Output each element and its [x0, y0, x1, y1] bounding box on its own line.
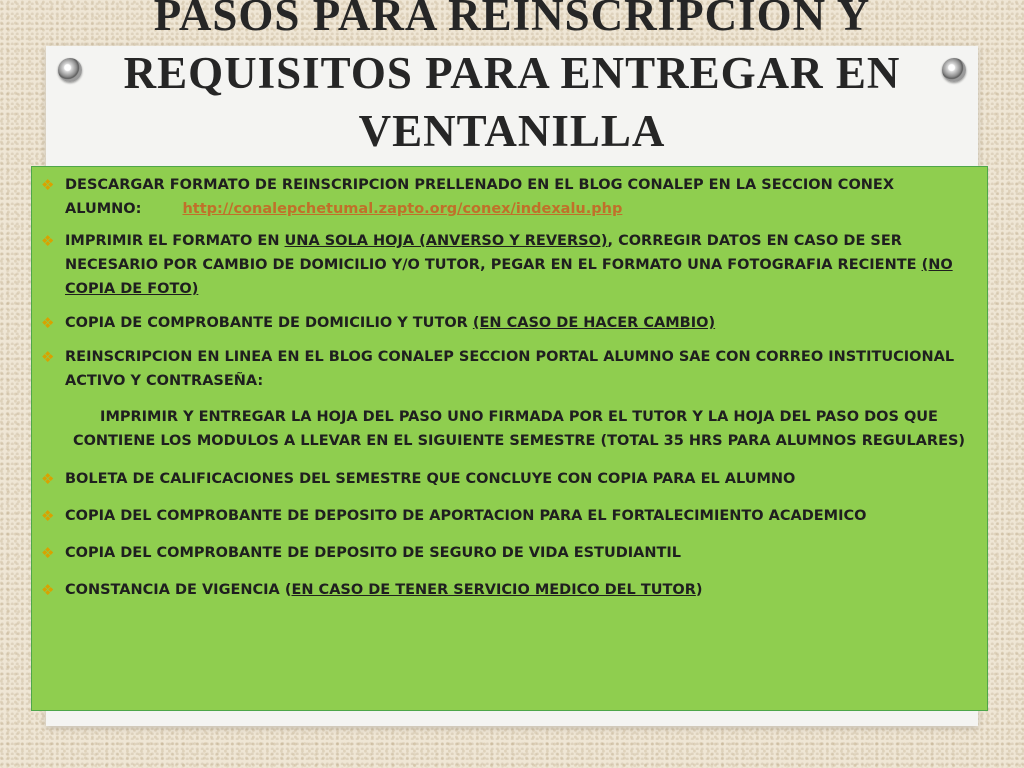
list-item: [38, 173, 973, 221]
item-text: CONSTANCIA DE VIGENCIA (: [65, 582, 292, 598]
list-item: [38, 578, 973, 602]
list-item: [38, 504, 973, 528]
conex-link[interactable]: http://conalepchetumal.zapto.org/conex/indexalu.php: [182, 201, 623, 217]
list-item: [38, 345, 973, 393]
item-text: DESCARGAR FORMATO DE REINSCRIPCION PRELLENADO EN EL BLOG CONALEP EN LA SECCION CONEX ALUMNO:: [65, 177, 894, 217]
item-text: COPIA DEL COMPROBANTE DE DEPOSITO DE APORTACION PARA EL FORTALECIMIENTO ACADEMICO: [65, 508, 867, 524]
item-text: COPIA DE COMPROBANTE DE DOMICILIO Y TUTOR: [65, 315, 473, 331]
bullet-icon: ❖: [41, 544, 55, 562]
item-text: , CORREGIR DATOS EN CASO DE SER NECESARIO POR CAMBIO DE DOMICILIO Y/O TUTOR, PEGAR EN EL FORMATO UNA FOTOGRAFIA RECIENTE: [65, 233, 922, 273]
bullet-icon: ❖: [41, 470, 55, 488]
list-item: [38, 541, 973, 565]
item-text: BOLETA DE CALIFICACIONES DEL SEMESTRE QUE CONCLUYE CON COPIA PARA EL ALUMNO: [65, 471, 796, 487]
item-subtext: IMPRIMIR Y ENTREGAR LA HOJA DEL PASO UNO FIRMADA POR EL TUTOR Y LA HOJA DEL PASO DOS QUE CONTIENE LOS MODULOS A LLEVAR EN EL SIGUIENTE SEMESTRE (TOTAL 35 HRS PARA ALUMNOS REGULARES): [72, 409, 966, 449]
list-item: [38, 229, 973, 301]
item-underlined-text: (NO COPIA DE FOTO): [65, 257, 953, 297]
slide-title: PASOS PARA REINSCRIPCION Y REQUISITOS PARA ENTREGAR EN VENTANILLA: [123, 0, 901, 156]
bullet-icon: ❖: [41, 176, 55, 194]
item-text: COPIA DEL COMPROBANTE DE DEPOSITO DE SEGURO DE VIDA ESTUDIANTIL: [65, 545, 682, 561]
item-underlined-text: EN CASO DE TENER SERVICIO MEDICO DEL TUTOR: [291, 582, 696, 598]
item-underlined-text: (EN CASO DE HACER CAMBIO): [472, 315, 716, 331]
item-text: ): [695, 582, 703, 598]
bullet-icon: ❖: [41, 314, 55, 332]
item-text: REINSCRIPCION EN LINEA EN EL BLOG CONALEP SECCION PORTAL ALUMNO SAE CON CORREO INSTITUCIONAL ACTIVO Y CONTRASEÑA:: [65, 349, 955, 389]
requirements-panel: [31, 166, 988, 711]
bullet-icon: ❖: [41, 348, 55, 366]
list-item: [38, 467, 973, 491]
list-item: [38, 311, 973, 335]
item-underlined-text: UNA SOLA HOJA (ANVERSO Y REVERSO): [284, 233, 608, 249]
bullet-icon: ❖: [41, 507, 55, 525]
item-text: IMPRIMIR EL FORMATO EN: [65, 233, 285, 249]
bullet-icon: ❖: [41, 581, 55, 599]
bullet-icon: ❖: [41, 232, 55, 250]
